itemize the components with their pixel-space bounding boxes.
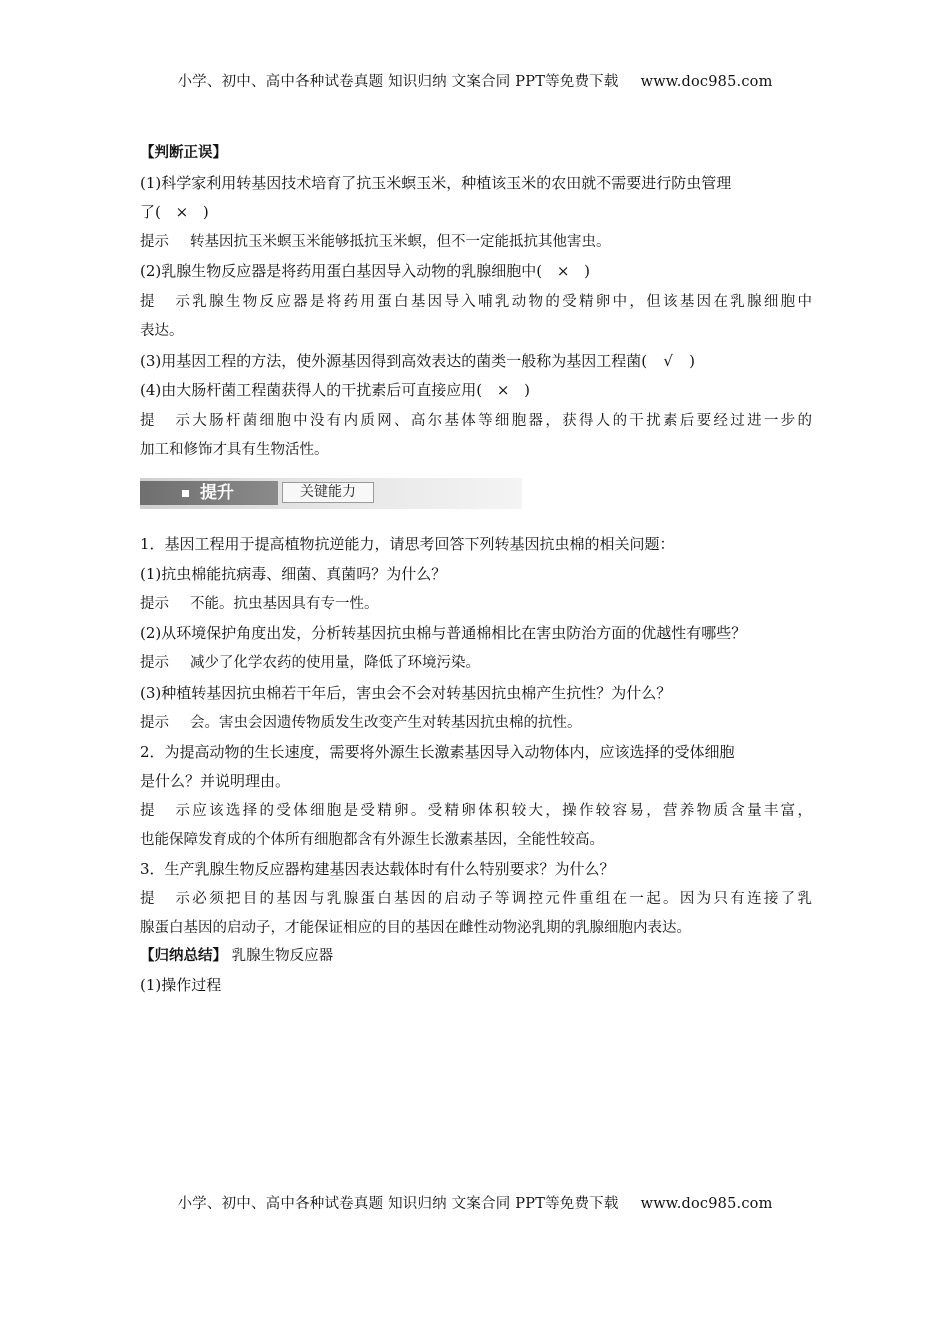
judge-q4-text: (4)由大肠杆菌工程菌获得人的干扰素后可直接应用( bbox=[140, 381, 483, 399]
ability-p2-line2: 是什么？并说明理由。 bbox=[140, 772, 291, 790]
header-text: 小学、初中、高中各种试卷真题 知识归纳 文案合同 PPT等免费下载 bbox=[177, 74, 619, 90]
judge-q2 bbox=[140, 261, 812, 281]
page-header bbox=[0, 70, 950, 91]
judge-hint4-line2: 加工和修饰才具有生物活性。 bbox=[140, 442, 329, 458]
ability-p3-h-line1-text: 必须把目的基因与乳腺蛋白基因的启动子等调控元件重组在一起。因为只有连接了乳 bbox=[190, 891, 812, 907]
judge-q3-mark: √ bbox=[663, 352, 673, 370]
footer-text: 小学、初中、高中各种试卷真题 知识归纳 文案合同 PPT等免费下载 bbox=[177, 1196, 619, 1212]
ability-p2-h-line2: 也能保障发育成的个体所有细胞都含有外源生长激素基因，全能性较高。 bbox=[140, 832, 604, 848]
ability-p1: 1．基因工程用于提高植物抗逆能力，请思考回答下列转基因抗虫棉的相关问题： bbox=[140, 535, 675, 553]
ability-p1-q2: (2)从环境保护角度出发，分析转基因抗虫棉与普通棉相比在害虫防治方面的优越性有哪些？ bbox=[140, 624, 747, 642]
judge-hint2-line2: 表达。 bbox=[140, 323, 184, 339]
ability-p2-line1: 2．为提高动物的生长速度，需要将外源生长激素基因导入动物体内，应该选择的受体细胞 bbox=[140, 743, 735, 761]
judge-hint2-line1 bbox=[140, 292, 812, 312]
judge-q1-line2 bbox=[140, 202, 812, 222]
summary-heading-line bbox=[140, 946, 812, 966]
ability-p1-h3 bbox=[140, 713, 812, 733]
summary-item1: (1)操作过程 bbox=[140, 976, 222, 994]
judge-q4-mark: × bbox=[496, 381, 510, 399]
judge-q2-text: (2)乳腺生物反应器是将药用蛋白基因导入动物的乳腺细胞中( bbox=[140, 262, 543, 280]
banner-square-icon bbox=[182, 490, 189, 497]
judge-q2-mark: × bbox=[556, 262, 570, 280]
hint-label: 提示 bbox=[140, 891, 190, 907]
judge-q2-close: ) bbox=[584, 262, 590, 280]
ability-p2-h-line1 bbox=[140, 801, 812, 821]
page-footer bbox=[0, 1192, 950, 1213]
footer-site: www.doc985.com bbox=[640, 1196, 773, 1212]
hint-label: 提示 bbox=[140, 596, 169, 612]
banner-label: 关键能力 bbox=[282, 482, 374, 503]
hint-label: 提示 bbox=[140, 413, 190, 429]
ability-p3-h-line1 bbox=[140, 889, 812, 909]
judge-hint2-line1-text: 乳腺生物反应器是将药用蛋白基因导入哺乳动物的受精卵中，但该基因在乳腺细胞中 bbox=[190, 294, 812, 310]
summary-heading: 【归纳总结】 bbox=[140, 948, 227, 964]
hint-label: 提示 bbox=[140, 655, 169, 671]
summary-title: 乳腺生物反应器 bbox=[231, 948, 334, 964]
judge-q1-close: ) bbox=[202, 203, 209, 221]
judge-q4 bbox=[140, 380, 812, 400]
ability-p1-h2-text: 减少了化学农药的使用量，降低了环境污染。 bbox=[190, 655, 480, 671]
section-banner bbox=[140, 478, 522, 509]
judge-heading: 【判断正误】 bbox=[140, 145, 227, 161]
judge-hint4-line1-text: 大肠杆菌细胞中没有内质网、高尔基体等细胞器，获得人的干扰素后要经过进一步的 bbox=[190, 413, 812, 429]
judge-hint1 bbox=[140, 232, 812, 252]
hint-label: 提示 bbox=[140, 715, 169, 731]
judge-q1-line2-text: 了( bbox=[140, 203, 161, 221]
ability-p2-h-line1-text: 应该选择的受体细胞是受精卵。受精卵体积较大，操作较容易，营养物质含量丰富， bbox=[190, 803, 812, 819]
ability-p1-h1-text: 不能。抗虫基因具有专一性。 bbox=[190, 596, 379, 612]
hint-label: 提示 bbox=[140, 294, 190, 310]
judge-hint1-text: 转基因抗玉米螟玉米能够抵抗玉米螟，但不一定能抵抗其他害虫。 bbox=[190, 234, 611, 250]
ability-p3-h-line2: 腺蛋白基因的启动子，才能保证相应的目的基因在雌性动物泌乳期的乳腺细胞内表达。 bbox=[140, 920, 691, 936]
hint-label: 提示 bbox=[140, 234, 169, 250]
banner-dark-block bbox=[140, 481, 278, 505]
judge-q3 bbox=[140, 351, 812, 371]
header-site: www.doc985.com bbox=[640, 74, 773, 90]
ability-p1-h3-text: 会。害虫会因遗传物质发生改变产生对转基因抗虫棉的抗性。 bbox=[190, 715, 582, 731]
judge-q1-mark: × bbox=[175, 203, 189, 221]
judge-q1-line1: (1)科学家利用转基因技术培育了抗玉米螟玉米，种植该玉米的农田就不需要进行防虫管理 bbox=[140, 174, 732, 192]
hint-label: 提示 bbox=[140, 803, 190, 819]
ability-p1-q1: (1)抗虫棉能抗病毒、细菌、真菌吗？为什么？ bbox=[140, 565, 447, 583]
ability-p1-h1 bbox=[140, 594, 812, 614]
judge-q3-text: (3)用基因工程的方法，使外源基因得到高效表达的菌类一般称为基因工程菌( bbox=[140, 352, 648, 370]
ability-p1-h2 bbox=[140, 653, 812, 673]
judge-hint4-line1 bbox=[140, 411, 812, 431]
judge-q3-close: ) bbox=[689, 352, 695, 370]
ability-p3: 3．生产乳腺生物反应器构建基因表达载体时有什么特别要求？为什么？ bbox=[140, 860, 615, 878]
ability-p1-q3: (3)种植转基因抗虫棉若干年后，害虫会不会对转基因抗虫棉产生抗性？为什么？ bbox=[140, 684, 672, 702]
judge-q4-close: ) bbox=[524, 381, 530, 399]
banner-title: 提升 bbox=[200, 483, 234, 503]
